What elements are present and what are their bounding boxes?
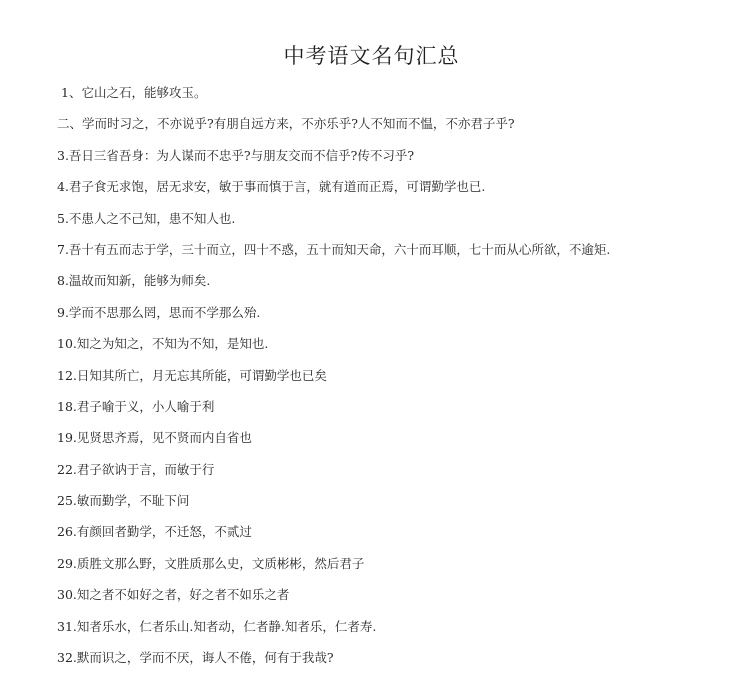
quote-line: 19.见贤思齐焉，见不贤而内自省也 [57,430,252,446]
quote-line: 29.质胜文那么野，文胜质那么史，文质彬彬，然后君子 [57,555,365,571]
quote-list [57,82,737,678]
quote-line: 32.默而识之，学而不厌，诲人不倦，何有于我哉? [57,650,334,666]
quote-line: 7.吾十有五而志于学，三十而立，四十不惑，五十而知天命，六十而耳顺，七十而从心所欲，不逾矩. [57,241,611,257]
quote-line: 22.君子欲讷于言，而敏于行 [57,461,215,477]
quote-line: 26.有颜回者勤学，不迁怒，不贰过 [57,524,252,540]
quote-line: 5.不患人之不己知，患不知人也. [57,210,236,226]
quote-line: 12.日知其所亡，月无忘其所能，可谓勤学也已矣 [57,367,327,383]
quote-line: 10.知之为知之，不知为不知，是知也. [57,336,269,352]
document-title: 中考语文名句汇总 [283,44,460,68]
quote-line: 31.知者乐水，仁者乐山.知者动，仁者静.知者乐，仁者寿. [57,618,377,634]
quote-line: 4.君子食无求饱，居无求安，敏于事而慎于言，就有道而正焉，可谓勤学也已. [57,179,486,195]
quote-line: 18.君子喻于义，小人喻于利 [57,398,215,414]
quote-line: 8.温故而知新，能够为师矣. [57,273,211,289]
quote-line: 二、学而时习之，不亦说乎?有朋自远方来，不亦乐乎?人不知而不愠，不亦君子乎? [57,116,515,132]
quote-line: 30.知之者不如好之者，好之者不如乐之者 [57,587,290,603]
quote-line: 3.吾日三省吾身：为人谋而不忠乎?与朋友交而不信乎?传不习乎? [57,147,415,163]
quote-line: 25.敏而勤学，不耻下问 [57,493,190,509]
quote-line: 1、它山之石，能够攻玉。 [61,85,207,100]
quote-line: 9.学而不思那么罔，思而不学那么殆. [57,304,261,320]
